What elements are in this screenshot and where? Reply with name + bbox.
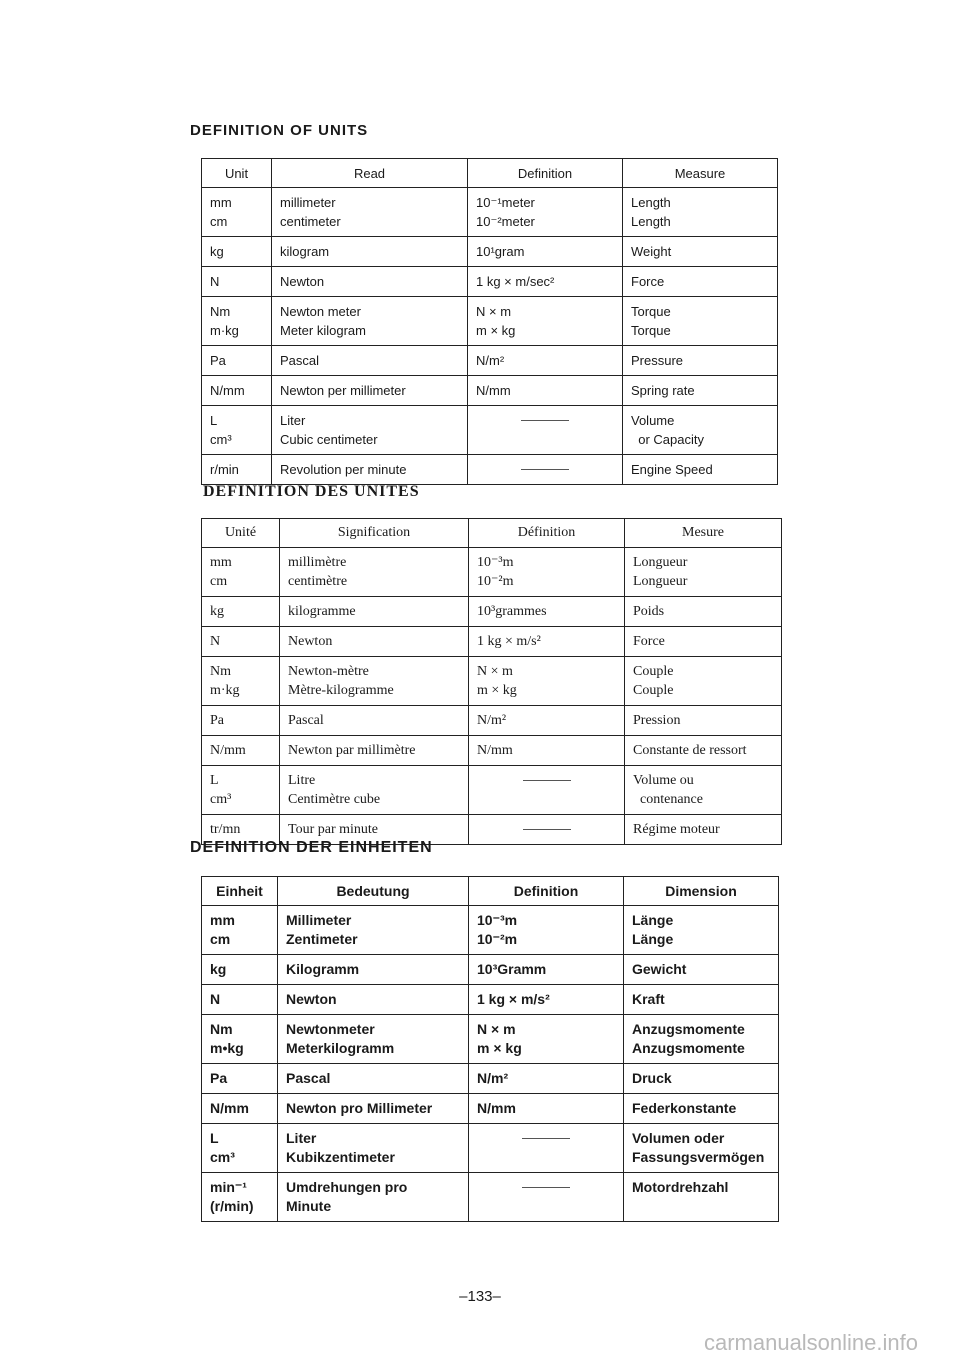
- cell-unit: [202, 1124, 278, 1173]
- cell-read: [278, 955, 469, 985]
- cell-unit: [202, 548, 280, 597]
- cell-line: 1 kg × m/sec²: [476, 274, 555, 289]
- cell-line: Newton par millimètre: [288, 743, 416, 758]
- cell-line: tr/mn: [210, 822, 241, 837]
- cell-line: Nm: [210, 304, 231, 319]
- units-table-de: [201, 876, 779, 1222]
- cell-line: kilogram: [280, 244, 330, 259]
- cell-line: 10⁻²m: [477, 574, 514, 589]
- column-header-read: Signification: [280, 519, 469, 548]
- cell-line: Pascal: [286, 1070, 331, 1086]
- cell-line: Länge: [632, 912, 674, 928]
- cell-line: Newton-mètre: [288, 664, 369, 679]
- cell-line: Newton: [280, 274, 325, 289]
- cell-line: m·kg: [210, 683, 240, 698]
- cell-line: 10⁻³m: [477, 555, 514, 570]
- cell-read: [280, 548, 469, 597]
- table-row: [202, 627, 782, 657]
- cell-line: N/mm: [476, 383, 511, 398]
- cell-measure: [623, 297, 778, 346]
- cell-line: m•kg: [210, 1040, 244, 1056]
- cell-line: millimètre: [288, 555, 347, 570]
- cell-measure: [623, 237, 778, 267]
- cell-line: Longueur: [633, 574, 688, 589]
- table-row: [202, 297, 778, 346]
- cell-line: Millimeter: [286, 912, 352, 928]
- cell-measure: [625, 766, 782, 815]
- cell-line: r/min: [210, 462, 239, 477]
- cell-line: L: [210, 773, 219, 788]
- cell-unit: [202, 597, 280, 627]
- cell-read: [278, 1015, 469, 1064]
- cell-line: Weight: [631, 244, 672, 259]
- cell-line: Minute: [286, 1198, 332, 1214]
- cell-line: Newton meter: [280, 304, 361, 319]
- cell-line: Force: [633, 634, 665, 649]
- cell-unit: [202, 1064, 278, 1094]
- cell-unit: [202, 1173, 278, 1222]
- dash-line: [522, 1138, 570, 1139]
- cell-unit: [202, 766, 280, 815]
- cell-definition: [469, 1124, 624, 1173]
- cell-line: Pascal: [288, 713, 324, 728]
- cell-line: contenance: [633, 792, 703, 807]
- cell-definition: [469, 1015, 624, 1064]
- cell-line: Druck: [632, 1070, 672, 1086]
- cell-definition: [468, 267, 623, 297]
- cell-unit: [202, 1094, 278, 1124]
- section-title-en: DEFINITION OF UNITS: [190, 122, 369, 139]
- cell-read: [272, 346, 468, 376]
- cell-line: m × kg: [476, 323, 516, 338]
- cell-line: Volumen oder: [632, 1130, 725, 1146]
- table-row: [202, 1064, 779, 1094]
- cell-read: [278, 1124, 469, 1173]
- cell-read: [278, 1064, 469, 1094]
- cell-read: [280, 627, 469, 657]
- cell-line: N/mm: [477, 743, 513, 758]
- cell-line: kg: [210, 244, 224, 259]
- table-row: [202, 376, 778, 406]
- cell-measure: [625, 736, 782, 766]
- cell-measure: [624, 985, 779, 1015]
- cell-definition: [468, 346, 623, 376]
- cell-line: 1 kg × m/s²: [477, 991, 550, 1007]
- cell-line: Kilogramm: [286, 961, 360, 977]
- cell-line: cm³: [210, 792, 232, 807]
- cell-line: m·kg: [210, 323, 239, 338]
- cell-unit: [202, 455, 272, 485]
- cell-definition: [469, 736, 625, 766]
- cell-definition: [468, 455, 623, 485]
- cell-unit: [202, 346, 272, 376]
- cell-measure: [623, 406, 778, 455]
- cell-unit: [202, 955, 278, 985]
- table-header-row: [202, 159, 778, 188]
- watermark: carmanualsonline.info: [703, 1330, 918, 1355]
- cell-read: [272, 188, 468, 237]
- page-number: –133–: [459, 1288, 501, 1305]
- cell-definition: [468, 188, 623, 237]
- cell-line: 10³Gramm: [477, 961, 547, 977]
- cell-line: mm: [210, 195, 232, 210]
- cell-line: Pression: [633, 713, 681, 728]
- cell-line: Litre: [288, 773, 316, 788]
- cell-line: Gewicht: [632, 961, 687, 977]
- cell-line: Meter kilogram: [280, 323, 366, 338]
- cell-line: N/m²: [477, 713, 507, 728]
- cell-unit: [202, 706, 280, 736]
- cell-read: [272, 237, 468, 267]
- cell-line: Anzugsmomente: [632, 1040, 745, 1056]
- cell-definition: [468, 297, 623, 346]
- section-title-de: DEFINITION DER EINHEITEN: [190, 839, 433, 856]
- cell-line: or Capacity: [631, 432, 704, 447]
- cell-read: [280, 597, 469, 627]
- column-header-definition: Definition: [469, 877, 624, 906]
- dash-line: [523, 780, 571, 781]
- cell-line: 1 kg × m/s²: [477, 634, 541, 649]
- cell-line: 10¹gram: [476, 244, 525, 259]
- cell-line: Newton per millimeter: [280, 383, 406, 398]
- cell-measure: [624, 1124, 779, 1173]
- cell-line: (r/min): [210, 1198, 254, 1214]
- cell-read: [278, 985, 469, 1015]
- cell-line: 10⁻²m: [477, 931, 518, 947]
- cell-unit: [202, 906, 278, 955]
- cell-read: [278, 1094, 469, 1124]
- cell-unit: [202, 406, 272, 455]
- cell-unit: [202, 188, 272, 237]
- table-row: [202, 1094, 779, 1124]
- dash-line: [521, 420, 569, 421]
- cell-line: L: [210, 1130, 219, 1146]
- cell-line: Spring rate: [631, 383, 695, 398]
- cell-measure: [625, 815, 782, 845]
- cell-line: Meterkilogramm: [286, 1040, 395, 1056]
- cell-definition: [468, 376, 623, 406]
- table-row: [202, 706, 782, 736]
- table-row: [202, 736, 782, 766]
- column-header-definition: Définition: [469, 519, 625, 548]
- cell-measure: [624, 1064, 779, 1094]
- cell-definition: [469, 706, 625, 736]
- cell-line: m × kg: [477, 683, 517, 698]
- table-row: [202, 237, 778, 267]
- cell-line: Volume: [631, 413, 675, 428]
- cell-line: Couple: [633, 683, 674, 698]
- cell-definition: [469, 548, 625, 597]
- cell-unit: [202, 1015, 278, 1064]
- cell-line: Pa: [210, 353, 226, 368]
- units-table-fr: [201, 518, 782, 845]
- dash-line: [521, 469, 569, 470]
- cell-definition: [469, 815, 625, 845]
- cell-definition: [469, 627, 625, 657]
- cell-line: kg: [210, 961, 227, 977]
- cell-line: Länge: [632, 931, 674, 947]
- cell-measure: [624, 906, 779, 955]
- cell-line: kilogramme: [288, 604, 356, 619]
- cell-definition: [468, 237, 623, 267]
- cell-line: Pa: [210, 713, 224, 728]
- cell-line: 10⁻²meter: [476, 214, 535, 229]
- cell-read: [278, 1173, 469, 1222]
- cell-definition: [469, 597, 625, 627]
- table-row: [202, 267, 778, 297]
- cell-line: Length: [631, 214, 671, 229]
- cell-measure: [623, 455, 778, 485]
- cell-line: Anzugsmomente: [632, 1021, 745, 1037]
- cell-line: Force: [631, 274, 665, 289]
- cell-line: N/mm: [210, 1100, 249, 1116]
- cell-line: Umdrehungen pro: [286, 1179, 408, 1195]
- cell-line: 10⁻¹meter: [476, 195, 535, 210]
- dash-line: [523, 829, 571, 830]
- column-header-unit: Einheit: [202, 877, 278, 906]
- cell-line: centimètre: [288, 574, 348, 589]
- cell-line: L: [210, 413, 218, 428]
- cell-line: Newton: [286, 991, 337, 1007]
- column-header-measure: Dimension: [624, 877, 779, 906]
- cell-unit: [202, 985, 278, 1015]
- cell-definition: [469, 1064, 624, 1094]
- table-row: [202, 1124, 779, 1173]
- table-row: [202, 985, 779, 1015]
- cell-line: Newton pro Millimeter: [286, 1100, 433, 1116]
- cell-line: min⁻¹: [210, 1179, 247, 1195]
- table-header-row: [202, 877, 779, 906]
- cell-line: Cubic centimeter: [280, 432, 378, 447]
- cell-line: N: [210, 274, 220, 289]
- cell-line: Régime moteur: [633, 822, 720, 837]
- column-header-definition: Definition: [468, 159, 623, 188]
- table-row: [202, 406, 778, 455]
- cell-line: m × kg: [477, 1040, 522, 1056]
- cell-unit: [202, 627, 280, 657]
- cell-measure: [624, 955, 779, 985]
- cell-line: Length: [631, 195, 671, 210]
- column-header-read: Read: [272, 159, 468, 188]
- cell-line: Volume ou: [633, 773, 694, 788]
- cell-line: Newtonmeter: [286, 1021, 375, 1037]
- cell-line: mm: [210, 555, 232, 570]
- column-header-measure: Measure: [623, 159, 778, 188]
- table-row: [202, 906, 779, 955]
- cell-measure: [623, 267, 778, 297]
- cell-line: Revolution per minute: [280, 462, 407, 477]
- table-row: [202, 597, 782, 627]
- cell-measure: [623, 346, 778, 376]
- column-header-read: Bedeutung: [278, 877, 469, 906]
- cell-line: N/mm: [477, 1100, 516, 1116]
- cell-line: N × m: [476, 304, 512, 319]
- cell-line: Motordrehzahl: [632, 1179, 729, 1195]
- cell-line: Torque: [631, 304, 671, 319]
- cell-line: 10⁻³m: [477, 912, 518, 928]
- table-row: [202, 1173, 779, 1222]
- cell-line: Tour par minute: [288, 822, 378, 837]
- cell-read: [280, 766, 469, 815]
- cell-read: [280, 657, 469, 706]
- cell-unit: [202, 267, 272, 297]
- cell-line: Longueur: [633, 555, 688, 570]
- cell-line: cm: [210, 931, 231, 947]
- cell-measure: [625, 548, 782, 597]
- cell-read: [278, 906, 469, 955]
- cell-unit: [202, 237, 272, 267]
- cell-line: N/m²: [477, 1070, 509, 1086]
- dash-line: [522, 1187, 570, 1188]
- cell-line: centimeter: [280, 214, 341, 229]
- cell-line: Nm: [210, 1021, 233, 1037]
- cell-line: mm: [210, 912, 235, 928]
- cell-definition: [469, 955, 624, 985]
- table-row: [202, 1015, 779, 1064]
- cell-line: kg: [210, 604, 224, 619]
- cell-line: Zentimeter: [286, 931, 358, 947]
- cell-unit: [202, 376, 272, 406]
- cell-definition: [469, 766, 625, 815]
- cell-measure: [624, 1173, 779, 1222]
- cell-definition: [468, 406, 623, 455]
- cell-line: Pascal: [280, 353, 320, 368]
- cell-line: Engine Speed: [631, 462, 713, 477]
- cell-measure: [623, 376, 778, 406]
- table-row: [202, 548, 782, 597]
- cell-definition: [469, 1173, 624, 1222]
- cell-line: N × m: [477, 664, 513, 679]
- section-title-fr: DEFINITION DES UNITES: [203, 483, 420, 500]
- cell-line: Constante de ressort: [633, 743, 747, 758]
- cell-definition: [469, 985, 624, 1015]
- cell-line: Pressure: [631, 353, 684, 368]
- cell-definition: [469, 1094, 624, 1124]
- cell-line: cm³: [210, 432, 232, 447]
- column-header-measure: Mesure: [625, 519, 782, 548]
- cell-line: Centimètre cube: [288, 792, 381, 807]
- cell-read: [280, 706, 469, 736]
- cell-line: 10³grammes: [477, 604, 547, 619]
- cell-line: N: [210, 634, 221, 649]
- cell-measure: [625, 706, 782, 736]
- cell-line: cm³: [210, 1149, 235, 1165]
- table-row: [202, 455, 778, 485]
- cell-line: Liter: [286, 1130, 317, 1146]
- table-row: [202, 955, 779, 985]
- cell-read: [272, 376, 468, 406]
- table-row: [202, 766, 782, 815]
- cell-line: Couple: [633, 664, 674, 679]
- table-row: [202, 346, 778, 376]
- cell-measure: [623, 188, 778, 237]
- cell-unit: [202, 736, 280, 766]
- cell-line: Kubikzentimeter: [286, 1149, 395, 1165]
- table-header-row: [202, 519, 782, 548]
- cell-unit: [202, 657, 280, 706]
- cell-definition: [469, 906, 624, 955]
- cell-line: Torque: [631, 323, 671, 338]
- cell-read: [272, 267, 468, 297]
- cell-line: Newton: [288, 634, 333, 649]
- cell-measure: [625, 657, 782, 706]
- cell-line: N: [210, 991, 221, 1007]
- cell-read: [272, 455, 468, 485]
- cell-line: N × m: [477, 1021, 516, 1037]
- cell-measure: [624, 1094, 779, 1124]
- table-row: [202, 188, 778, 237]
- cell-read: [272, 297, 468, 346]
- cell-definition: [469, 657, 625, 706]
- cell-line: Mètre-kilogramme: [288, 683, 394, 698]
- cell-line: N/m²: [476, 353, 505, 368]
- cell-line: N/mm: [210, 743, 246, 758]
- cell-line: Liter: [280, 413, 306, 428]
- cell-line: millimeter: [280, 195, 336, 210]
- cell-line: Poids: [633, 604, 665, 619]
- cell-line: cm: [210, 574, 228, 589]
- units-table-en: [201, 158, 778, 485]
- cell-line: Fassungsvermögen: [632, 1149, 765, 1165]
- cell-measure: [624, 1015, 779, 1064]
- table-row: [202, 657, 782, 706]
- cell-line: cm: [210, 214, 228, 229]
- cell-line: Nm: [210, 664, 231, 679]
- cell-measure: [625, 597, 782, 627]
- cell-line: Federkonstante: [632, 1100, 737, 1116]
- cell-read: [280, 736, 469, 766]
- cell-unit: [202, 297, 272, 346]
- cell-line: N/mm: [210, 383, 245, 398]
- cell-measure: [625, 627, 782, 657]
- column-header-unit: Unit: [202, 159, 272, 188]
- cell-line: Kraft: [632, 991, 665, 1007]
- column-header-unit: Unité: [202, 519, 280, 548]
- cell-line: Pa: [210, 1070, 228, 1086]
- cell-read: [272, 406, 468, 455]
